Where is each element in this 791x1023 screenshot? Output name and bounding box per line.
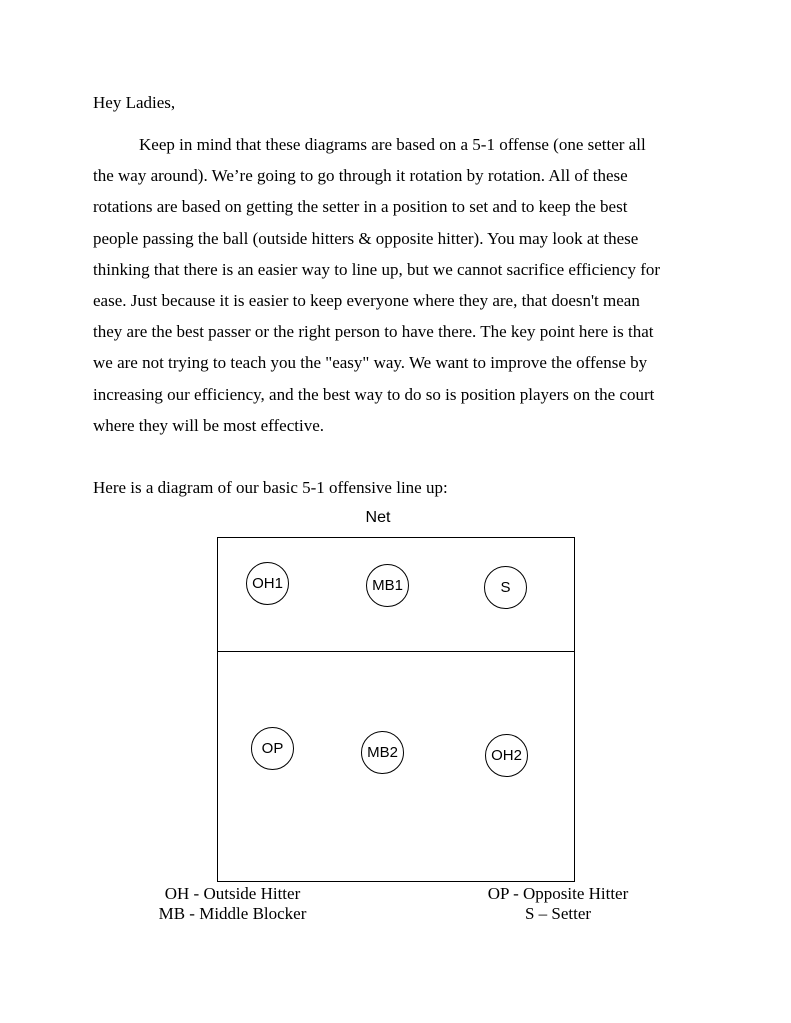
legend-mb: MB - Middle Blocker: [158, 904, 307, 923]
player-oh1: OH1: [246, 562, 289, 605]
diagram-lead: Here is a diagram of our basic 5-1 offensive line up:: [93, 478, 448, 497]
intro-line: thinking that there is an easier way to line up, but we cannot sacrifice efficiency for: [93, 259, 661, 279]
intro-paragraph: [93, 129, 701, 441]
legend-s: S – Setter: [524, 904, 592, 923]
intro-line: they are the best passer or the right person to have there. The key point here is that: [93, 322, 654, 342]
player-oh2: OH2: [485, 734, 528, 777]
net-label: Net: [365, 509, 391, 526]
intro-line: Keep in mind that these diagrams are based on a 5-1 offense (one setter all: [139, 135, 646, 154]
greeting: Hey Ladies,: [93, 93, 176, 112]
player-s: S: [484, 566, 527, 609]
intro-line: the way around). We’re going to go through it rotation by rotation. All of these: [93, 166, 628, 186]
legend-op: OP - Opposite Hitter: [487, 884, 629, 903]
intro-line: ease. Just because it is easier to keep everyone where they are, that doesn't mean: [93, 291, 640, 311]
player-op: OP: [251, 727, 294, 770]
player-mb2: MB2: [361, 731, 404, 774]
intro-line: increasing our efficiency, and the best way to do so is position players on the court: [93, 384, 655, 404]
legend-right: [470, 884, 646, 924]
attack-line: [217, 651, 575, 652]
intro-line: where they will be most effective.: [93, 415, 324, 435]
intro-line: rotations are based on getting the setter in a position to set and to keep the best: [93, 197, 628, 217]
intro-line: people passing the ball (outside hitters & opposite hitter). You may look at these: [93, 228, 639, 248]
player-mb1: MB1: [366, 564, 409, 607]
intro-line: we are not trying to teach you the "easy" way. We want to improve the offense by: [93, 353, 648, 373]
legend-left: [140, 884, 325, 924]
legend-oh: OH - Outside Hitter: [164, 884, 301, 903]
